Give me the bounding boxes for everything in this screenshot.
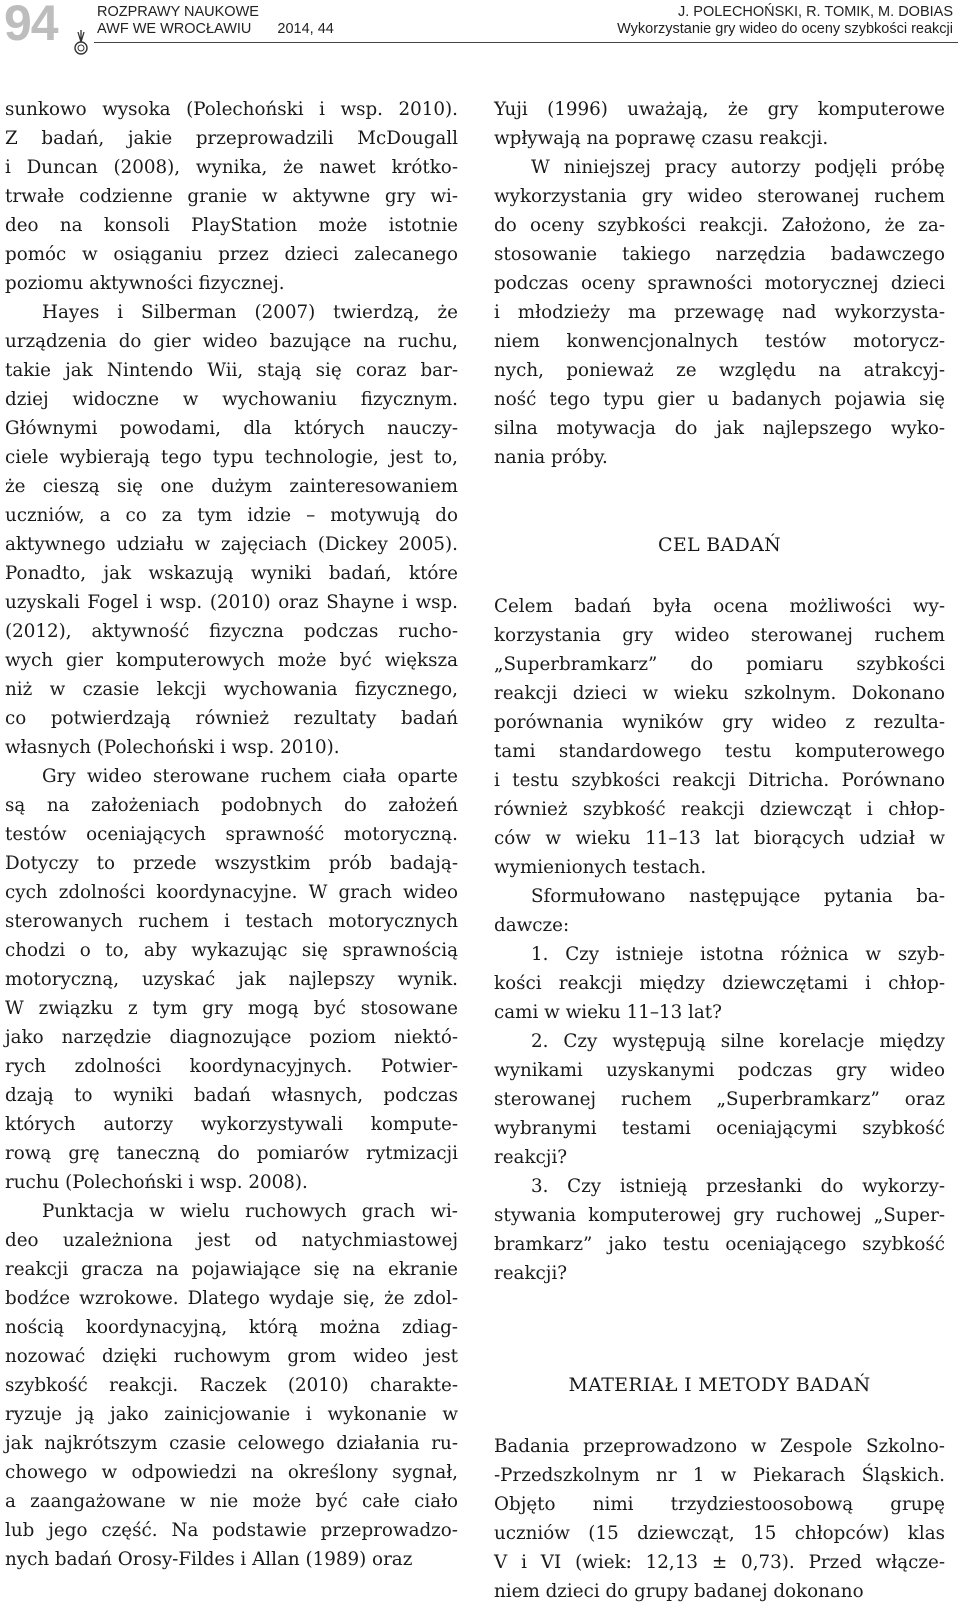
- authors: J. POLECHOŃSKI, R. TOMIK, M. DOBIAS: [677, 4, 953, 20]
- text-line: wymienionych testach.: [494, 857, 707, 878]
- text-line: i testu szybkości reakcji Ditricha. Porównano: [494, 770, 945, 791]
- text-line: motoryczną, uzyskać jak najlepszy wynik.: [5, 969, 458, 990]
- text-line: niem dzieci do grupy badanej dokonano: [494, 1581, 864, 1602]
- text-line: nością koordynacyjną, którą można zdiag-: [5, 1317, 458, 1338]
- text-line: co potwierdzają również rezultaty badań: [5, 708, 458, 729]
- text-line: są na założeniach podobnych do założeń: [5, 795, 458, 816]
- text-line: uczniów, a co za tym idzie – motywują do: [5, 505, 458, 526]
- text-line: deo uzależniona jest od natychmiastowej: [5, 1230, 458, 1251]
- text-line: stosowanie takiego narzędzia badawczego: [494, 244, 945, 265]
- text-line: 1. Czy istnieje istotna różnica w szyb-: [531, 944, 945, 965]
- text-line: pomóc w osiąganiu przez dzieci zalecanego: [5, 244, 458, 265]
- text-line: wych gier komputerowych może być większa: [5, 650, 458, 671]
- text-line: Yuji (1996) uważają, że gry komputerowe: [494, 99, 945, 120]
- text-line: tami standardowego testu komputerowego: [494, 741, 945, 762]
- text-line: 2. Czy występują silne korelacje między: [531, 1031, 945, 1052]
- methods-text: [494, 1432, 945, 1606]
- text-line: nozować dzięki ruchowym grom wideo jest: [5, 1346, 458, 1367]
- text-line: Gry wideo sterowane ruchem ciała oparte: [42, 766, 458, 787]
- text-line: ców w wieku 11–13 lat biorących udział w: [494, 828, 945, 849]
- awf-logo-icon: [70, 28, 92, 56]
- text-line: jak najkrótszym czasie celowego działania ru-: [5, 1433, 458, 1454]
- text-line: kości reakcji między dziewczętami i chłop-: [494, 973, 945, 994]
- left-column: [5, 95, 458, 1574]
- text-line: wpływają na poprawę czasu reakcji.: [494, 128, 829, 149]
- text-line: bramkarz” jako testu oceniającego szybkość: [494, 1234, 945, 1255]
- journal-line-2: AWF WE WROCŁAWIU: [97, 21, 252, 37]
- page-header: [0, 0, 960, 50]
- text-line: jako narzędzie diagnozujące poziom niektó-: [5, 1027, 458, 1048]
- text-line: dawcze:: [494, 915, 570, 936]
- text-line: podczas oceny sprawności motorycznej dzieci: [494, 273, 945, 294]
- text-line: których autorzy wykorzystywali kompute-: [5, 1114, 458, 1135]
- text-line: do oceny szybkości reakcji. Założono, że za-: [494, 215, 945, 236]
- page-number: 94: [4, 0, 58, 51]
- text-line: chowego w odpowiedzi na określony sygnał,: [5, 1462, 458, 1483]
- text-line: reakcji dzieci w wieku szkolnym. Dokonano: [494, 683, 945, 704]
- text-line: Z badań, jakie przeprowadzili McDougall: [5, 128, 458, 149]
- text-line: uczniów (15 dziewcząt, 15 chłopców) klas: [494, 1523, 945, 1544]
- text-line: Dotyczy to przede wszystkim prób badają-: [5, 853, 458, 874]
- text-line: ruchu (Polechoński i wsp. 2008).: [5, 1172, 308, 1193]
- text-line: stywania komputerowej gry ruchowej „Super-: [494, 1205, 945, 1226]
- text-line: wybranymi testami oceniającymi szybkość: [494, 1118, 945, 1139]
- text-line: Hayes i Silberman (2007) twierdzą, że: [42, 302, 458, 323]
- text-line: Punktacja w wielu ruchowych grach wi-: [42, 1201, 458, 1222]
- text-line: Głównymi powodami, dla których nauczy-: [5, 418, 458, 439]
- text-line: Sformułowano następujące pytania ba-: [531, 886, 945, 907]
- text-line: nych, ponieważ ze względu na atrakcyj-: [494, 360, 945, 381]
- text-line: że cieszą się one dużym zainteresowaniem: [5, 476, 458, 497]
- text-line: nania próby.: [494, 447, 608, 468]
- text-line: sterowanej ruchem „Superbramkarz” oraz: [494, 1089, 945, 1110]
- text-line: V i VI (wiek: 12,13 ± 0,73). Przed włącze-: [494, 1552, 945, 1573]
- running-head: [617, 4, 953, 38]
- text-line: silna motywacja do jak najlepszego wyko-: [494, 418, 945, 439]
- text-line: W związku z tym gry mogą być stosowane: [5, 998, 458, 1019]
- text-line: i Duncan (2008), wynika, że nawet krótko-: [5, 157, 458, 178]
- text-line: własnych (Polechoński i wsp. 2010).: [5, 737, 340, 758]
- text-line: Celem badań była ocena możliwości wy-: [494, 596, 945, 617]
- text-line: poziomu aktywności fizycznej.: [5, 273, 285, 294]
- text-line: reakcji?: [494, 1147, 568, 1168]
- text-line: „Superbramkarz” do pomiaru szybkości: [494, 654, 945, 675]
- text-line: niem konwencjonalnych testów motorycz-: [494, 331, 945, 352]
- text-line: nych badań Orosy-Fildes i Allan (1989) oraz: [5, 1549, 413, 1570]
- text-line: (2012), aktywność fizyczna podczas rucho-: [5, 621, 458, 642]
- text-line: Badania przeprowadzono w Zespole Szkolno-: [494, 1436, 945, 1457]
- text-line: a zaangażowane w nie może być całe ciało: [5, 1491, 458, 1512]
- text-line: W niniejszej pracy autorzy podjęli próbę: [531, 157, 945, 178]
- text-line: chodzi o to, aby wykazując się sprawnością: [5, 940, 458, 961]
- text-line: porównania wyników gry wideo z rezulta-: [494, 712, 945, 733]
- journal-issue: 2014, 44: [277, 21, 334, 37]
- text-line: uzyskali Fogel i wsp. (2010) oraz Shayne i wsp.: [5, 592, 458, 613]
- text-line: korzystania gry wideo sterowanej ruchem: [494, 625, 945, 646]
- text-line: testów oceniających sprawność motoryczną.: [5, 824, 458, 845]
- section-heading-aim: CEL BADAŃ: [657, 534, 782, 556]
- text-line: cami w wieku 11–13 lat?: [494, 1002, 722, 1023]
- text-line: niż w czasie lekcji wychowania fizycznego,: [5, 679, 458, 700]
- text-line: sterowanych ruchem i testach motorycznych: [5, 911, 458, 932]
- text-line: deo na konsoli PlayStation może istotnie: [5, 215, 458, 236]
- text-line: szybkość reakcji. Raczek (2010) charakte-: [5, 1375, 458, 1396]
- text-line: również szybkość reakcji dziewcząt i chłop-: [494, 799, 945, 820]
- text-line: rową grę taneczną do pomiarów rytmizacji: [5, 1143, 458, 1164]
- text-line: lub jego część. Na podstawie przeprowadzo-: [5, 1520, 458, 1541]
- text-line: rych zdolności koordynacyjnych. Potwier-: [5, 1056, 458, 1077]
- text-line: trwałe codzienne granie w aktywne gry wi-: [5, 186, 458, 207]
- text-line: wykorzystania gry wideo sterowanej ruchem: [494, 186, 945, 207]
- text-line: -Przedszkolnym nr 1 w Piekarach Śląskich.: [494, 1465, 945, 1486]
- journal-line-1: ROZPRAWY NAUKOWE: [97, 4, 259, 20]
- aim-text: [494, 592, 945, 1288]
- right-column: [494, 95, 945, 1606]
- text-line: aktywnego udziału w zajęciach (Dickey 2005).: [5, 534, 458, 555]
- text-line: Ponadto, jak wskazują wyniki badań, które: [5, 563, 458, 584]
- header-rule: [94, 42, 958, 43]
- text-line: reakcji gracza na pojawiające się na ekranie: [5, 1259, 458, 1280]
- text-line: cych zdolności koordynacyjne. W grach wideo: [5, 882, 458, 903]
- text-line: takie jak Nintendo Wii, stają się coraz bar-: [5, 360, 458, 381]
- text-line: ryzuje ją jako zainicjowanie i wykonanie w: [5, 1404, 458, 1425]
- text-line: bodźce wzrokowe. Dlatego wydaje się, że zdol-: [5, 1288, 458, 1309]
- text-line: ciele wybierają tego typu technologie, jest to,: [5, 447, 458, 468]
- text-line: reakcji?: [494, 1263, 568, 1284]
- text-line: urządzenia do gier wideo bazujące na ruchu,: [5, 331, 458, 352]
- text-line: sunkowo wysoka (Polechoński i wsp. 2010).: [5, 99, 458, 120]
- text-line: ność tego typu gier u badanych pojawia się: [494, 389, 945, 410]
- text-line: wynikami uzyskanymi podczas gry wideo: [494, 1060, 945, 1081]
- text-line: 3. Czy istnieją przesłanki do wykorzy-: [531, 1176, 945, 1197]
- section-heading-methods: MATERIAŁ I METODY BADAŃ: [568, 1374, 871, 1396]
- text-line: dziej widoczne w wychowaniu fizycznym.: [5, 389, 458, 410]
- text-line: dzają to wyniki badań własnych, podczas: [5, 1085, 458, 1106]
- article-title: Wykorzystanie gry wideo do oceny szybkości reakcji: [617, 21, 953, 37]
- journal-name: [97, 4, 334, 38]
- text-line: i młodzieży ma przewagę nad wykorzysta-: [494, 302, 945, 323]
- text-line: Objęto nimi trzydziestoosobową grupę: [494, 1494, 945, 1515]
- intro-text: [494, 95, 945, 472]
